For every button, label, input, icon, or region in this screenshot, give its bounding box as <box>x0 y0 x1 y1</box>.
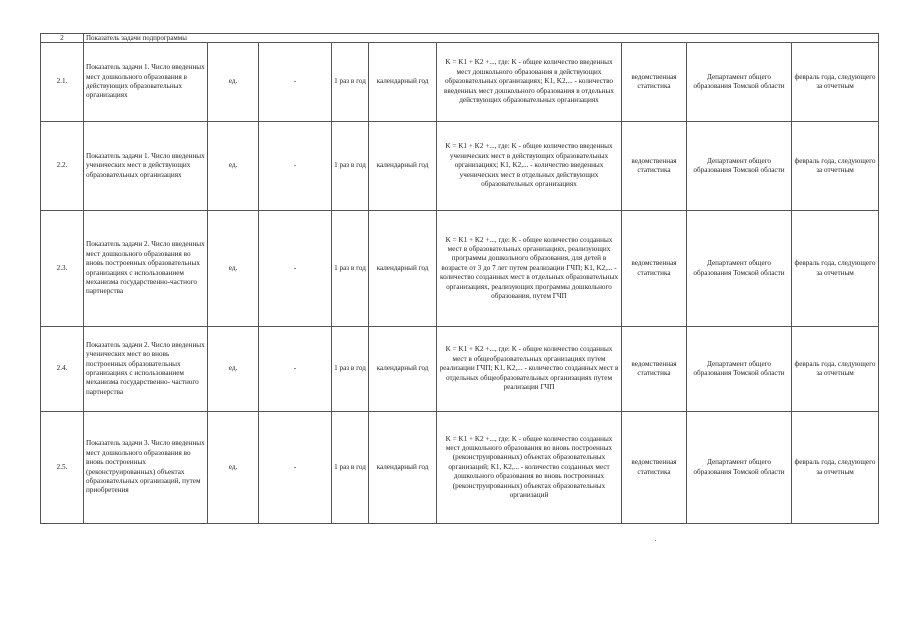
unit-cell: ед. <box>208 43 259 122</box>
deadline-cell: февраль года, следующего за отчетным <box>792 43 879 122</box>
source-cell: ведомственная статистика <box>622 211 687 327</box>
responsible-cell: Департамент общего образования Томской области <box>687 412 792 524</box>
responsible-cell: Департамент общего образования Томской области <box>687 211 792 327</box>
source-cell: ведомственная статистика <box>622 412 687 524</box>
source-cell: ведомственная статистика <box>622 327 687 412</box>
deadline-cell: февраль года, следующего за отчетным <box>792 327 879 412</box>
indicator-name: Показатель задачи 1. Число введенных ученических мест в действующих образовательных организациях <box>84 122 208 211</box>
source-cell: ведомственная статистика <box>622 122 687 211</box>
scan-speck <box>655 540 656 541</box>
deadline-cell: февраль года, следующего за отчетным <box>792 122 879 211</box>
dash-cell: - <box>259 327 332 412</box>
frequency-cell: 1 раз в год <box>332 43 369 122</box>
indicators-table <box>40 33 879 524</box>
frequency-cell: 1 раз в год <box>332 211 369 327</box>
dash-cell: - <box>259 412 332 524</box>
deadline-cell: февраль года, следующего за отчетным <box>792 412 879 524</box>
formula-cell: K = K1 + K2 +..., где: K - общее количество созданных мест в образовательных организациях, реализующих программы дошкольного образования, для детей в возрасте от 3 до 7 лет путем реализации ГЧП; K1, K2,... - количество созданных мест в отдельных образовательных организациях, реализующих программы дошкольного образования, путем ГЧП <box>437 211 622 327</box>
formula-cell: K = K1 + K2 +..., где: K - общее количество созданных мест в общеобразовательных организациях путем реализации ГЧП; K1, K2,... - количество созданных мест в отдельных общеобразовательных организациях путем реализации ГЧП <box>437 327 622 412</box>
row-number: 2.1. <box>41 43 84 122</box>
row-number: 2.2. <box>41 122 84 211</box>
period-cell: календарный год <box>369 122 437 211</box>
responsible-cell: Департамент общего образования Томской области <box>687 122 792 211</box>
indicator-name: Показатель задачи 1. Число введенных мест дошкольного образования в действующих образовательных организациях <box>84 43 208 122</box>
period-cell: календарный год <box>369 327 437 412</box>
table-row <box>41 43 879 122</box>
indicator-name: Показатель задачи 3. Число введенных мест дошкольного образования во вновь построенных (реконструированных) объектах образовательных организаций, путем приобретения <box>84 412 208 524</box>
source-cell: ведомственная статистика <box>622 43 687 122</box>
dash-cell: - <box>259 211 332 327</box>
responsible-cell: Департамент общего образования Томской области <box>687 43 792 122</box>
frequency-cell: 1 раз в год <box>332 122 369 211</box>
table-row <box>41 412 879 524</box>
table-row <box>41 122 879 211</box>
table-row <box>41 327 879 412</box>
unit-cell: ед. <box>208 412 259 524</box>
period-cell: календарный год <box>369 43 437 122</box>
period-cell: календарный год <box>369 412 437 524</box>
row-number: 2.5. <box>41 412 84 524</box>
period-cell: календарный год <box>369 211 437 327</box>
formula-cell: K = K1 + K2 +..., где: K - общее количество созданных мест дошкольного образования во вновь построенных (реконструированных) объектах образовательных организаций; K1, K2,... - количество созданных мест дошкольного образования во вновь построенных (реконструированных) объектах образовательных организаций <box>437 412 622 524</box>
responsible-cell: Департамент общего образования Томской области <box>687 327 792 412</box>
row-number: 2.4. <box>41 327 84 412</box>
indicator-name: Показатель задачи 2. Число введенных ученических мест во вновь построенных образовательных организациях с использованием механизма государственно- частного партнерства <box>84 327 208 412</box>
deadline-cell: февраль года, следующего за отчетным <box>792 211 879 327</box>
dash-cell: - <box>259 43 332 122</box>
frequency-cell: 1 раз в год <box>332 412 369 524</box>
dash-cell: - <box>259 122 332 211</box>
unit-cell: ед. <box>208 327 259 412</box>
section-title: Показатель задачи подпрограммы <box>84 34 879 43</box>
row-number: 2.3. <box>41 211 84 327</box>
formula-cell: K = K1 + K2 +..., где: K - общее количество введенных ученических мест в действующих образовательных организациях; K1, K2,... - количество введенных ученических мест в отдельных действующих образовательных организациях <box>437 122 622 211</box>
section-header-row <box>41 34 879 43</box>
formula-cell: K = K1 + K2 +..., где: K - общее количество введенных мест дошкольного образования в действующих образовательных организациях; K1, K2,... - количество введенных мест дошкольного образования в отдельных действующих образовательных организациях <box>437 43 622 122</box>
unit-cell: ед. <box>208 122 259 211</box>
section-number: 2 <box>41 34 84 43</box>
unit-cell: ед. <box>208 211 259 327</box>
table-row <box>41 211 879 327</box>
indicator-name: Показатель задачи 2. Число введенных мест дошкольного образования во вновь построенных образовательных организациях с использованием механизма государственно-частного партнерства <box>84 211 208 327</box>
frequency-cell: 1 раз в год <box>332 327 369 412</box>
